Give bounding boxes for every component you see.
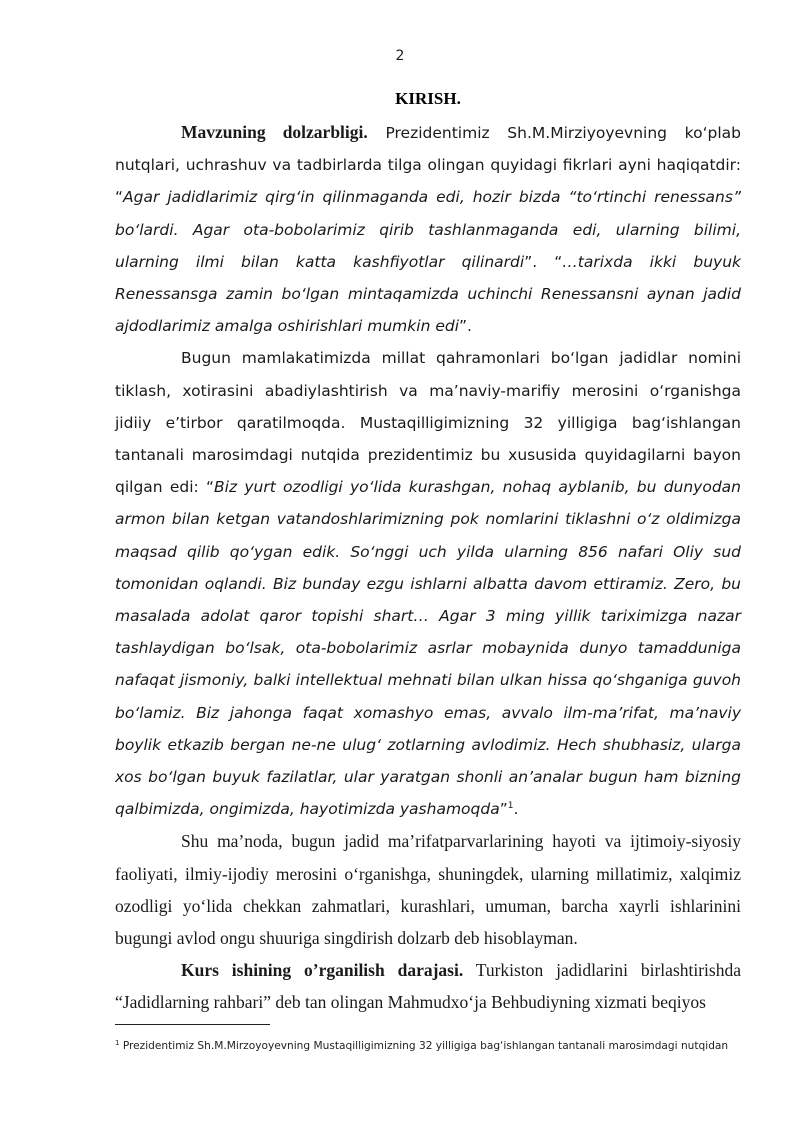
paragraph-lead-relevance: Mavzuning dolzarbligi. [181, 122, 368, 142]
quote-separator: ”. “ [524, 252, 563, 271]
footnote [115, 1039, 755, 1053]
paragraph-relevance [115, 116, 741, 342]
body-text [115, 116, 741, 1019]
paragraph-speech [115, 342, 741, 825]
quote-end: ”. [459, 317, 472, 336]
paragraph-text: Prezidentimiz Sh.M.Mirziyoyevning ko‘plab nutqlari, uchrashuv va tadbirlarda tilga olingan quyidagi fikrlari ayni haqiqatdir: “ [115, 124, 741, 207]
paragraph-end: . [513, 800, 519, 819]
footnote-separator [115, 1024, 270, 1025]
paragraph-lead-study-level: Kurs ishining o’rganilish darajasi. [181, 960, 464, 981]
quote-text: Biz yurt ozodligi yo‘lida kurashgan, nohaq ayblanib, bu dunyodan armon bilan ketgan vatandoshlarimizning pok nomlarini tiklashni o‘z oldimizga maqsad qilib qo‘ygan edik. So‘nggi uch yilda ularning 856 nafari Oliy sud tomonidan oqlandi. Biz bunday ezgu ishlarni albatta davom ettiramiz. Zero, bu masalada adolat qaror topishi shart… Agar 3 ming yillik tariximizga nazar tashlaydigan bo‘lsak, ota-bobolarimiz asrlar mobaynida dunyo tamadduniga nafaqat jismoniy, balki intellektual mehnati bilan ulkan hissa qo‘shganiga guvoh bo‘lamiz. Biz jahonga faqat xomashyo emas, avvalo ilm-ma’rifat, ma’naviy boylik etkazib bergan ne-ne ulug‘ zotlarning avlodimiz. Hech shubhasiz, ularga xos bo‘lgan buyuk fazilatlar, ular yaratgan shonli an’analar bugun ham bizning qalbimizda, ongimizda, hayotimizda yashamoqda [115, 478, 741, 819]
paragraph-text: Shu ma’noda, bugun jadid ma’rifatparvarlarining hayoti va ijtimoiy-siyosiy faoliyati, ilmiy-ijodiy merosini o‘rganishga, shuningdek, ularning millatimiz, xalqimiz ozodligi yo‘lida chekkan zahmatlari, kurashlari, umuman, barcha xayrli ishlarinini bugungi avlod ongu shuuriga singdirish dolzarb deb hisoblayman. [115, 831, 741, 949]
quote-close: ” [499, 800, 508, 819]
paragraph-text: Bugun mamlakatimizda millat qahramonlari bo‘lgan jadidlar nomini tiklash, xotirasini abadiylashtirish va ma’naviy-marifiy merosini o‘rganishga jidiiy e’tirbor qaratilmoqda. Mustaqilligimizning 32 yilligiga bag‘ishlangan tantanali marosimdagi nutqida prezidentimiz bu xususida quyidagilarni bayon qilgan edi: “ [115, 349, 741, 497]
footnote-reference[interactable]: 1 [507, 801, 514, 812]
section-heading: KIRISH. [395, 89, 461, 108]
paragraph-conclusion [115, 825, 741, 954]
paragraph-text: Turkiston jadidlarini birlashtirishda “Jadidlarning rahbari” deb tan olingan Mahmudxo‘ja Behbudiyning xizmati beqiyos [115, 960, 741, 1013]
footnote-text: Prezidentimiz Sh.M.Mirzoyoyevning Mustaqilligimizning 32 yilligiga bag‘ishlangan tantanali marosimdagi nutqidan [119, 1040, 729, 1052]
footnote-number: 1 [115, 1039, 120, 1047]
page-number: 2 [395, 48, 405, 64]
paragraph-study-level [115, 954, 741, 1018]
quote-text: Agar jadidlarimiz qirg‘in qilinmaganda edi, hozir bizda “to‘rtinchi renessans” bo‘lardi. Agar ota-bobolarimiz qirib tashlanmaganda edi, ularning bilimi, ularning ilmi bilan katta kashfiyotlar qilinardi [115, 188, 741, 271]
quote-text: …tarixda ikki buyuk Renessansga zamin bo‘lgan mintaqamizda uchinchi Renessansni aynan jadid ajdodlarimiz amalga oshirishlari mumkin edi [115, 252, 741, 336]
